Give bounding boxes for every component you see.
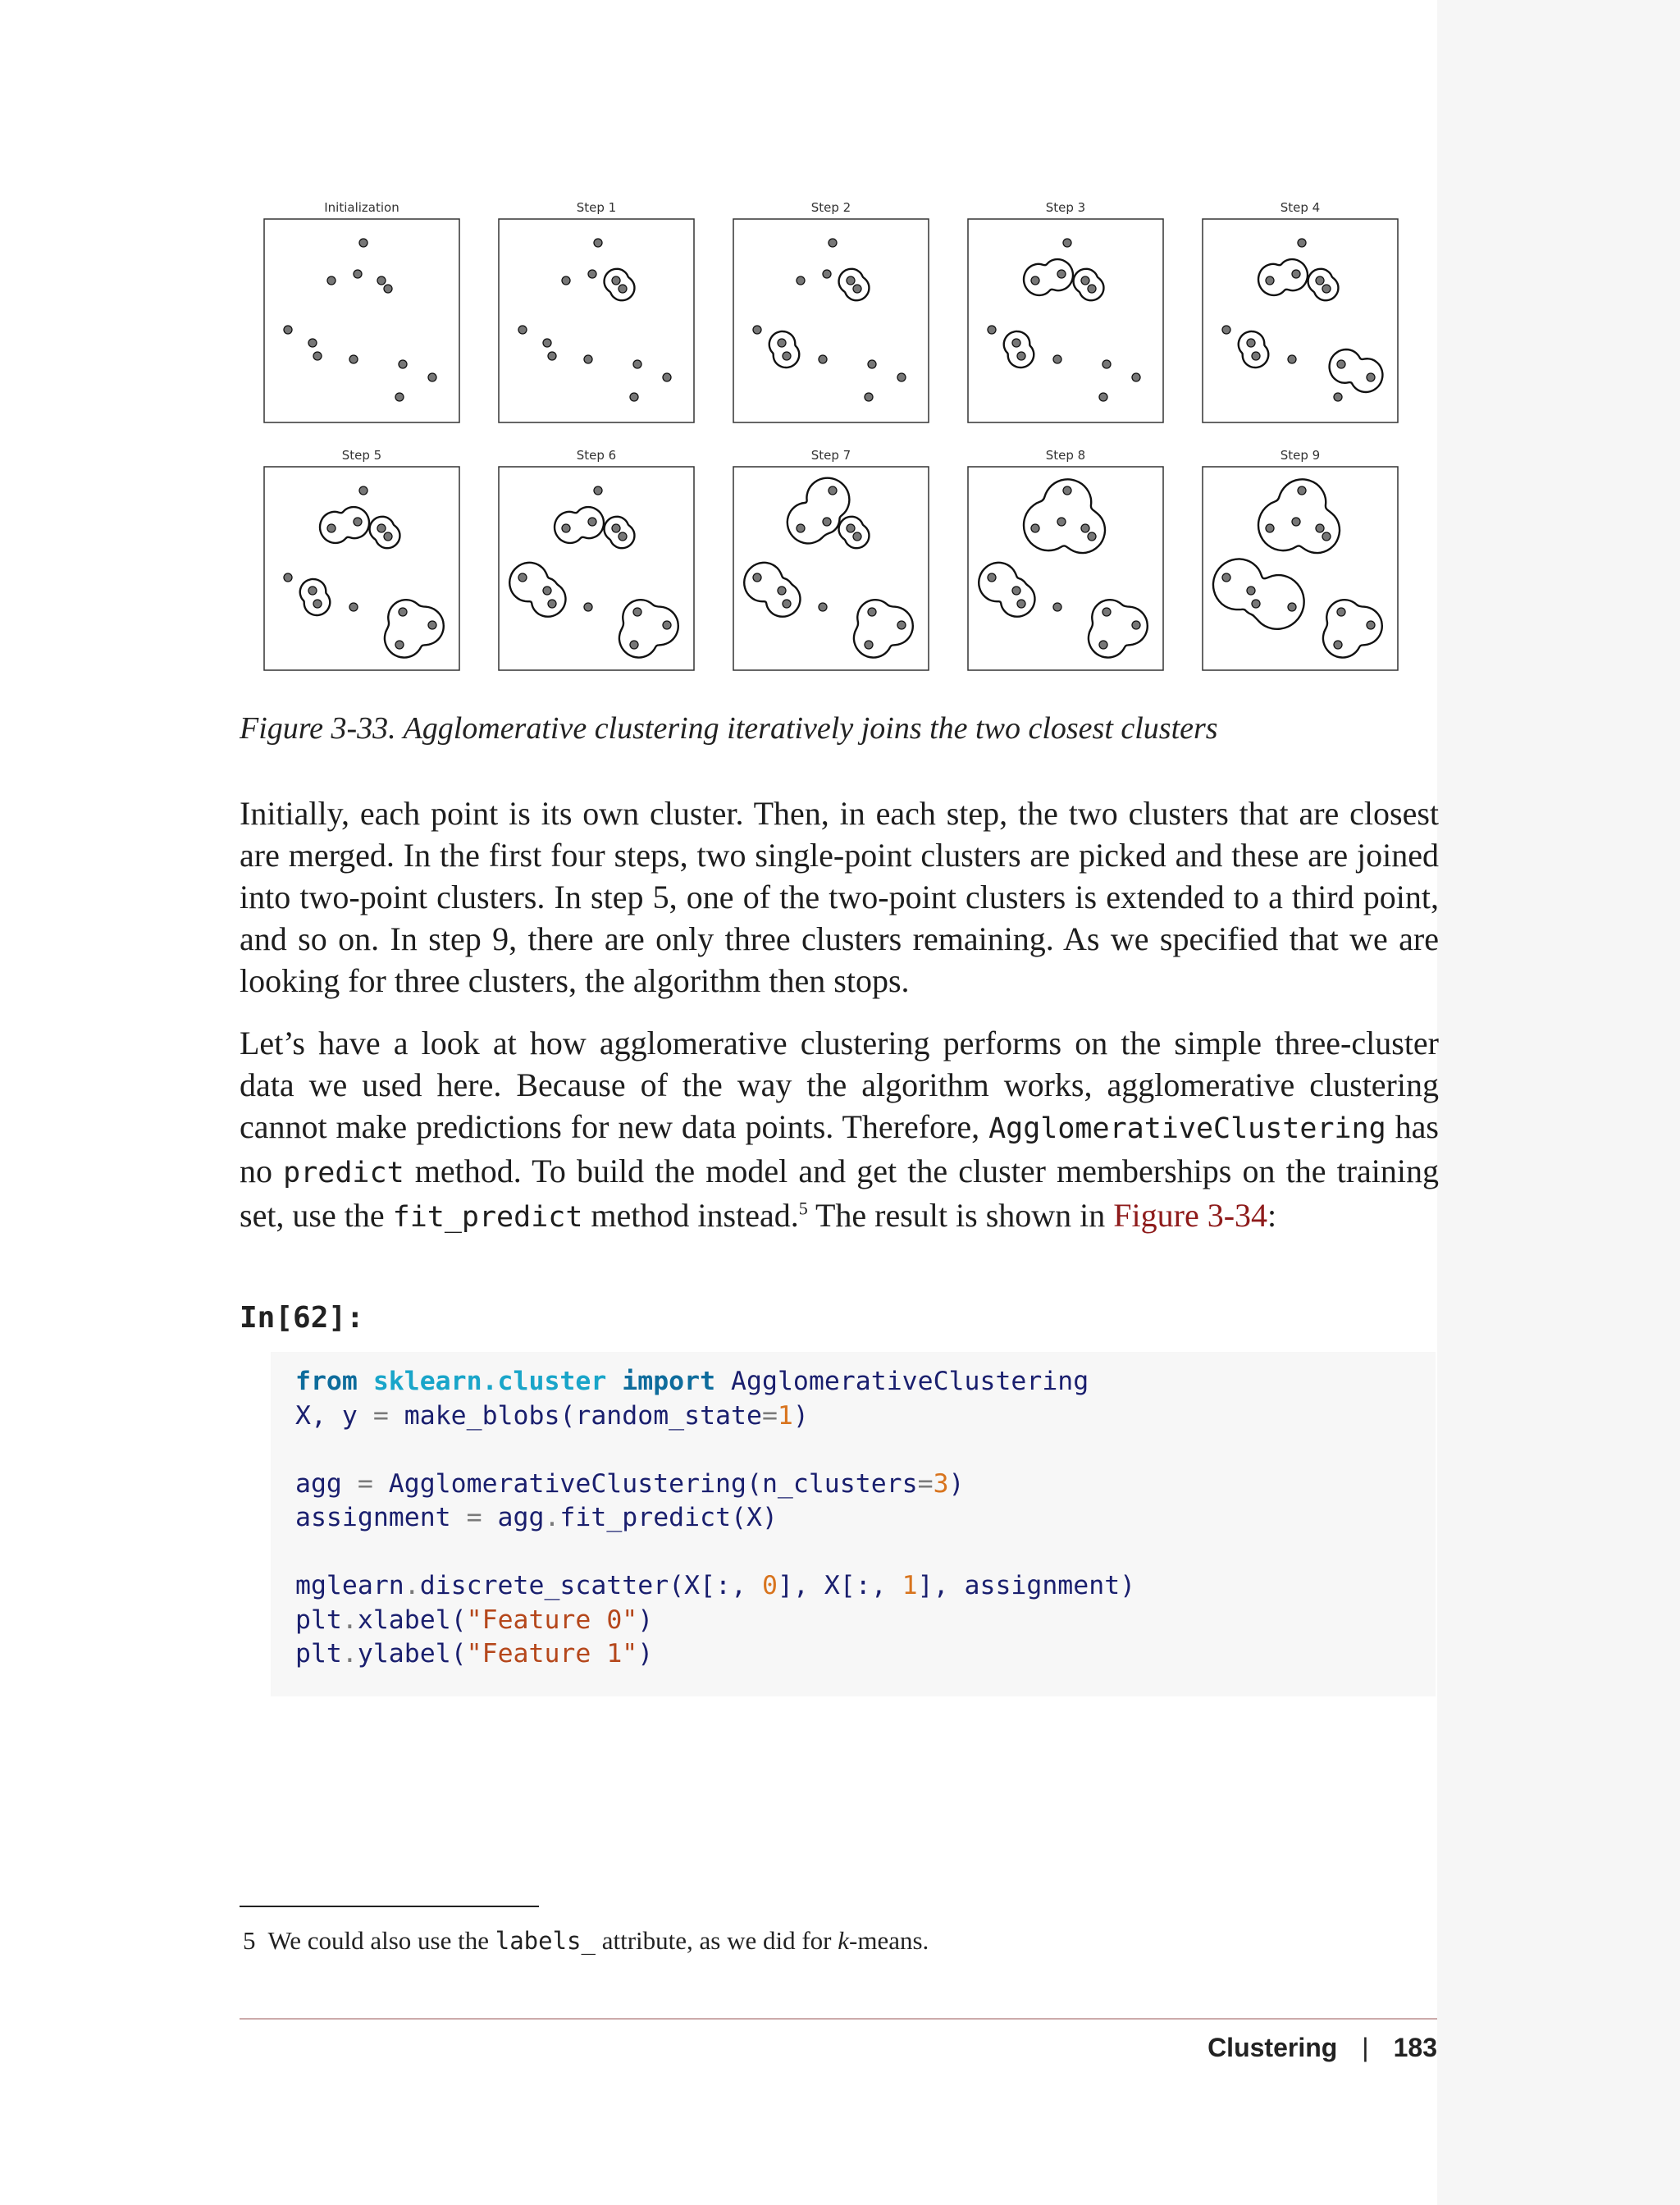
- panel-plot: [263, 466, 460, 671]
- figure-panel-step-8: [965, 445, 1166, 671]
- data-point: [1081, 524, 1089, 532]
- data-point: [1053, 603, 1061, 611]
- data-point: [797, 524, 805, 532]
- data-point: [829, 239, 837, 247]
- data-point: [865, 393, 873, 401]
- code-line-4: assignment = agg.fit_predict(X): [295, 1503, 778, 1532]
- data-point: [349, 355, 358, 363]
- data-point: [1222, 326, 1230, 334]
- data-point: [1252, 600, 1260, 608]
- figure-link[interactable]: Figure 3-34: [1113, 1197, 1268, 1234]
- panel-title: Step 6: [576, 448, 617, 463]
- data-point: [395, 641, 404, 649]
- inline-code-agglomerative: AgglomerativeClustering: [988, 1112, 1386, 1145]
- text-run: attribute, as we did for: [595, 1926, 838, 1955]
- footnote-rule: [240, 1906, 539, 1907]
- data-point: [1081, 276, 1089, 285]
- data-point: [1337, 608, 1345, 616]
- data-point: [594, 239, 602, 247]
- data-point: [783, 600, 791, 608]
- data-point: [428, 621, 436, 629]
- data-point: [829, 486, 837, 495]
- data-point: [1057, 518, 1066, 526]
- data-point: [1063, 486, 1071, 495]
- data-point: [1247, 587, 1255, 595]
- text-run: method instead.: [582, 1197, 799, 1234]
- plot-frame: [264, 219, 459, 422]
- code-line-2: X, y = make_blobs(random_state=1): [295, 1400, 809, 1431]
- data-point: [1012, 587, 1020, 595]
- data-point: [313, 600, 322, 608]
- data-point: [868, 608, 876, 616]
- data-point: [853, 532, 861, 541]
- text-run: k: [838, 1926, 850, 1955]
- data-point: [1222, 573, 1230, 582]
- figure-panel-step-2: [730, 197, 932, 423]
- text-run: :: [1267, 1197, 1277, 1234]
- data-point: [354, 518, 362, 526]
- data-point: [308, 587, 317, 595]
- text-run: -means.: [849, 1926, 929, 1955]
- panel-title: Step 1: [576, 200, 617, 215]
- data-point: [395, 393, 404, 401]
- data-point: [1017, 600, 1025, 608]
- panel-title: Step 8: [1045, 448, 1086, 463]
- page-number: 183: [1393, 2033, 1437, 2062]
- data-point: [1292, 518, 1300, 526]
- data-point: [313, 352, 322, 360]
- data-point: [399, 608, 407, 616]
- data-point: [823, 270, 831, 278]
- data-point: [868, 360, 876, 368]
- data-point: [1063, 239, 1071, 247]
- data-point: [897, 621, 906, 629]
- data-point: [349, 603, 358, 611]
- paragraph-fit-predict: [240, 1022, 1439, 1239]
- plot-frame: [1203, 467, 1398, 670]
- panel-plot: [967, 218, 1164, 423]
- data-point: [797, 276, 805, 285]
- footnote-reference[interactable]: 5: [798, 1198, 808, 1219]
- data-point: [1334, 393, 1342, 401]
- panel-plot: [1202, 218, 1399, 423]
- data-point: [1088, 532, 1096, 541]
- panel-title: Initialization: [324, 200, 399, 215]
- data-point: [753, 573, 761, 582]
- data-point: [783, 352, 791, 360]
- plot-frame: [264, 467, 459, 670]
- data-point: [1053, 355, 1061, 363]
- data-point: [588, 518, 596, 526]
- footnote-number: 5: [243, 1926, 256, 1955]
- data-point: [619, 532, 627, 541]
- code-line-6: plt.xlabel("Feature 0"): [295, 1605, 654, 1635]
- panel-title: Step 4: [1280, 200, 1321, 215]
- plot-frame: [968, 467, 1163, 670]
- code-line-5: mglearn.discrete_scatter(X[:, 0], X[:, 1], assignment): [295, 1571, 1136, 1600]
- code-block: [295, 1365, 1135, 1672]
- data-point: [1367, 373, 1375, 381]
- figure-panel-step-1: [495, 197, 697, 423]
- data-point: [1012, 339, 1020, 347]
- agglomerative-figure: [261, 197, 1418, 689]
- data-point: [1031, 524, 1039, 532]
- panel-plot: [733, 466, 929, 671]
- data-point: [778, 587, 786, 595]
- section-name: Clustering: [1208, 2033, 1338, 2062]
- inline-code-predict: predict: [283, 1157, 404, 1189]
- code-line-3: agg = AgglomerativeClustering(n_clusters=3): [295, 1468, 965, 1499]
- plot-frame: [499, 467, 694, 670]
- panel-plot: [498, 466, 695, 671]
- inline-code-labels: labels_: [495, 1927, 596, 1955]
- panel-title: Step 9: [1280, 448, 1321, 463]
- inline-code-fit-predict: fit_predict: [392, 1201, 583, 1234]
- data-point: [377, 524, 386, 532]
- panel-plot: [498, 218, 695, 423]
- data-point: [1266, 276, 1274, 285]
- data-point: [1102, 608, 1111, 616]
- data-point: [1288, 603, 1296, 611]
- figure-panel-step-3: [965, 197, 1166, 423]
- text-run: The result is shown in: [807, 1197, 1114, 1234]
- footer-rule: [240, 2018, 1437, 2020]
- data-point: [548, 600, 556, 608]
- panel-title: Step 5: [341, 448, 382, 463]
- data-point: [518, 326, 527, 334]
- data-point: [1316, 276, 1324, 285]
- data-point: [865, 641, 873, 649]
- data-point: [988, 573, 996, 582]
- panel-plot: [733, 218, 929, 423]
- data-point: [543, 587, 551, 595]
- data-point: [359, 239, 368, 247]
- panel-plot: [1202, 466, 1399, 671]
- data-point: [630, 393, 638, 401]
- data-point: [1252, 352, 1260, 360]
- data-point: [619, 285, 627, 293]
- data-point: [428, 373, 436, 381]
- data-point: [354, 270, 362, 278]
- paragraph-algorithm-steps: Initially, each point is its own cluster. Then, in each step, the two clusters that are closest are merged. In the first four steps, two single-point clusters are picked and these are joined into two-point clusters. In step 5, one of the two-point clusters is extended to a third point, and so on. In step 9, there are only three clusters remaining. As we specified that we are looking for three clusters, the algorithm then stops.: [240, 795, 1439, 999]
- data-point: [1288, 355, 1296, 363]
- data-point: [518, 573, 527, 582]
- plot-frame: [733, 219, 929, 422]
- data-point: [584, 603, 592, 611]
- data-point: [399, 360, 407, 368]
- data-point: [1247, 339, 1255, 347]
- plot-frame: [499, 219, 694, 422]
- panel-title: Step 3: [1045, 200, 1086, 215]
- page-footer: [1208, 2033, 1437, 2063]
- data-point: [663, 373, 671, 381]
- data-point: [612, 276, 620, 285]
- text-run: method. To build the model and get the cluster memberships on the training set, use the: [240, 1153, 1440, 1234]
- data-point: [1367, 621, 1375, 629]
- data-point: [1316, 524, 1324, 532]
- code-line-7: plt.ylabel("Feature 1"): [295, 1639, 654, 1669]
- data-point: [284, 573, 292, 582]
- page-edge: [1437, 0, 1680, 2205]
- plot-frame: [733, 467, 929, 670]
- data-point: [819, 603, 827, 611]
- data-point: [1337, 360, 1345, 368]
- data-point: [1334, 641, 1342, 649]
- data-point: [284, 326, 292, 334]
- panel-title: Step 2: [810, 200, 851, 215]
- data-point: [778, 339, 786, 347]
- data-point: [847, 276, 855, 285]
- data-point: [1298, 239, 1306, 247]
- figure-panel-step-4: [1199, 197, 1401, 423]
- figure-panel-initialization: [261, 197, 463, 423]
- text-run: has no: [240, 1108, 1439, 1189]
- data-point: [1266, 524, 1274, 532]
- data-point: [1292, 270, 1300, 278]
- data-point: [1031, 276, 1039, 285]
- data-point: [548, 352, 556, 360]
- data-point: [1132, 621, 1140, 629]
- data-point: [823, 518, 831, 526]
- data-point: [853, 285, 861, 293]
- plot-frame: [968, 219, 1163, 422]
- data-point: [584, 355, 592, 363]
- data-point: [327, 524, 336, 532]
- data-point: [1057, 270, 1066, 278]
- data-point: [308, 339, 317, 347]
- data-point: [562, 524, 570, 532]
- data-point: [1017, 352, 1025, 360]
- data-point: [1322, 285, 1331, 293]
- figure-panel-step-7: [730, 445, 932, 671]
- data-point: [377, 276, 386, 285]
- data-point: [1322, 532, 1331, 541]
- data-point: [897, 373, 906, 381]
- code-cell-label: In[62]:: [240, 1301, 364, 1335]
- data-point: [633, 360, 641, 368]
- panel-plot: [263, 218, 460, 423]
- data-point: [630, 641, 638, 649]
- data-point: [588, 270, 596, 278]
- code-line-1: from sklearn.cluster import AgglomerativeClustering: [295, 1367, 1089, 1396]
- data-point: [1298, 486, 1306, 495]
- text-run: Let’s have a look at how agglomerative clustering performs on the simple three-cluster data we used here. Because of the way the algorithm works, agglomerative clustering cannot make predictions for new data points. Therefore,: [240, 1025, 1439, 1145]
- data-point: [562, 276, 570, 285]
- data-point: [1088, 285, 1096, 293]
- data-point: [847, 524, 855, 532]
- data-point: [359, 486, 368, 495]
- text-run: We could also use the: [267, 1926, 495, 1955]
- data-point: [1132, 373, 1140, 381]
- figure-panel-step-9: [1199, 445, 1401, 671]
- data-point: [1099, 641, 1107, 649]
- panel-plot: [967, 466, 1164, 671]
- data-point: [988, 326, 996, 334]
- figure-panel-step-6: [495, 445, 697, 671]
- data-point: [594, 486, 602, 495]
- data-point: [327, 276, 336, 285]
- figure-caption: Figure 3-33. Agglomerative clustering iteratively joins the two closest clusters: [240, 711, 1218, 746]
- data-point: [384, 285, 392, 293]
- data-point: [1102, 360, 1111, 368]
- figure-panel-step-5: [261, 445, 463, 671]
- panel-title: Step 7: [810, 448, 851, 463]
- data-point: [753, 326, 761, 334]
- footnote: [243, 1926, 929, 1956]
- data-point: [663, 621, 671, 629]
- data-point: [819, 355, 827, 363]
- data-point: [543, 339, 551, 347]
- data-point: [384, 532, 392, 541]
- data-point: [612, 524, 620, 532]
- data-point: [1099, 393, 1107, 401]
- footer-separator: |: [1362, 2033, 1369, 2062]
- data-point: [633, 608, 641, 616]
